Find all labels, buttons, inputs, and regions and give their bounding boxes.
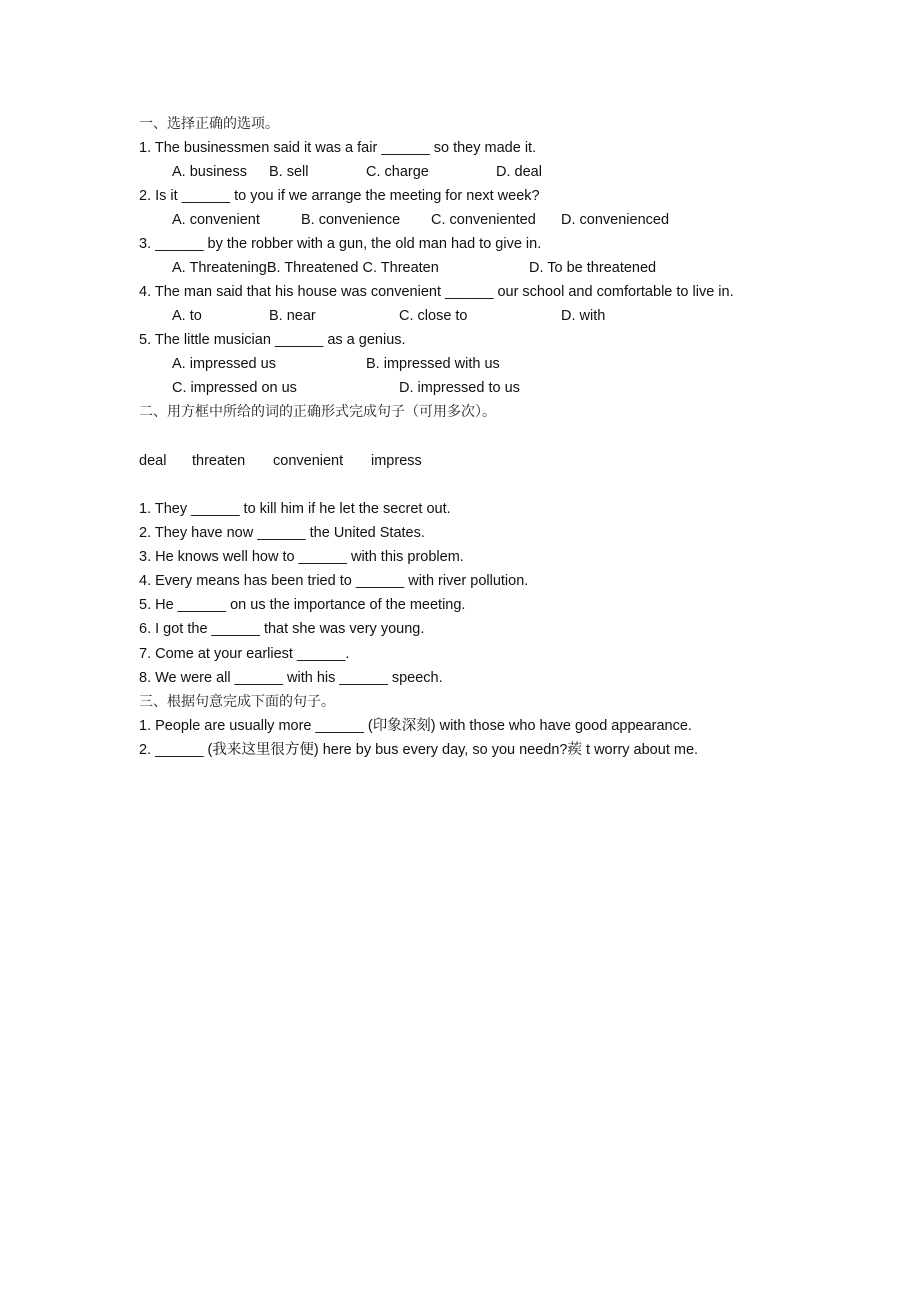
q3-options-abc: A. ThreateningB. Threatened C. Threaten [172, 260, 439, 276]
q5-option-c: C. impressed on us [172, 380, 297, 396]
word-bank-deal: deal [139, 453, 167, 469]
q5-option-b: B. impressed with us [366, 356, 500, 372]
q5-option-d: D. impressed to us [399, 380, 520, 396]
section2-heading: 二、用方框中所给的词的正确形式完成句子（可用多次）。 [139, 404, 496, 420]
q1-option-a: A. business [172, 164, 247, 180]
fill-sentence-3: 3. He knows well how to ______ with this problem. [139, 549, 464, 565]
fill-sentence-4: 4. Every means has been tried to ______ with river pollution. [139, 573, 529, 589]
q2-option-d: D. convenienced [561, 212, 670, 228]
q1-option-c: C. charge [366, 164, 429, 180]
q4-option-d: D. with [561, 308, 606, 324]
q1-option-b: B. sell [269, 164, 309, 180]
q2-option-a: A. convenient [172, 212, 260, 228]
q3-option-d: D. To be threatened [529, 260, 657, 276]
translate-sentence-2: 2. ______ (我来这里很方便) here by bus every day, so you needn?蒺 t worry about me. [139, 742, 699, 758]
question-5-stem: 5. The little musician ______ as a genius. [139, 332, 406, 348]
fill-sentence-6: 6. I got the ______ that she was very young. [139, 621, 425, 637]
q5-option-a: A. impressed us [172, 356, 276, 372]
fill-sentence-5: 5. He ______ on us the importance of the meeting. [139, 597, 466, 613]
question-3-stem: 3. ______ by the robber with a gun, the old man had to give in. [139, 236, 542, 252]
question-1-stem: 1. The businessmen said it was a fair ______ so they made it. [139, 140, 537, 156]
translate-sentence-1: 1. People are usually more ______ (印象深刻) with those who have good appearance. [139, 718, 692, 734]
question-2-stem: 2. Is it ______ to you if we arrange the meeting for next week? [139, 188, 540, 204]
fill-sentence-1: 1. They ______ to kill him if he let the secret out. [139, 501, 451, 517]
fill-sentence-7: 7. Come at your earliest ______. [139, 646, 350, 662]
q2-option-c: C. conveniented [431, 212, 536, 228]
word-bank-convenient: convenient [273, 453, 344, 469]
question-4-stem: 4. The man said that his house was convenient ______ our school and comfortable to live in. [139, 284, 734, 300]
q4-option-b: B. near [269, 308, 316, 324]
fill-sentence-8: 8. We were all ______ with his ______ speech. [139, 670, 443, 686]
q4-option-a: A. to [172, 308, 202, 324]
word-bank-impress: impress [371, 453, 422, 469]
section3-heading: 三、根据句意完成下面的句子。 [139, 694, 335, 710]
q1-option-d: D. deal [496, 164, 542, 180]
section1-heading: 一、选择正确的选项。 [139, 116, 279, 132]
fill-sentence-2: 2. They have now ______ the United States. [139, 525, 425, 541]
word-bank-threaten: threaten [192, 453, 246, 469]
q4-option-c: C. close to [399, 308, 468, 324]
q2-option-b: B. convenience [301, 212, 401, 228]
